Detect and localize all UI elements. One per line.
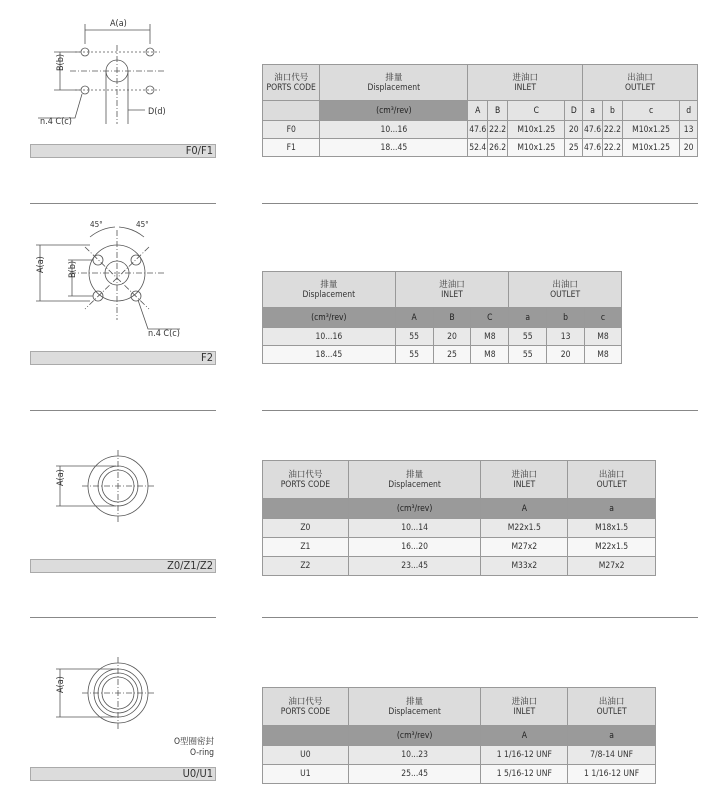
header-displacement: 排量 Displacement: [320, 65, 468, 101]
port-drawing-u: [30, 649, 220, 749]
table-row: U0 10...23 1 1/16-12 UNF 7/8-14 UNF: [263, 746, 656, 765]
dim-a-label: A(a): [56, 676, 66, 693]
col-header: b: [547, 308, 585, 328]
col-header: c: [585, 308, 622, 328]
header-inlet: 进油口 INLET: [468, 65, 583, 101]
col-header: B: [488, 101, 508, 121]
angle-label: 45°: [136, 220, 149, 229]
divider: [262, 410, 698, 411]
flange-drawing-f0-f1: [30, 0, 220, 140]
section-label-bar: F2: [30, 351, 216, 365]
section-label-bar: F0/F1: [30, 144, 216, 158]
col-header: d: [680, 101, 698, 121]
table-row: U1 25...45 1 5/16-12 UNF 1 1/16-12 UNF: [263, 765, 656, 784]
dim-d-label: D(d): [148, 107, 166, 117]
col-header: a: [509, 308, 547, 328]
col-header: b: [603, 101, 623, 121]
header-displacement: 排量 Displacement: [348, 461, 481, 499]
angle-label: 45°: [90, 220, 103, 229]
col-header: A: [481, 726, 568, 746]
col-header: A: [468, 101, 488, 121]
divider: [262, 203, 698, 204]
spec-table-f0-f1: [262, 64, 698, 157]
port-drawing-z: [30, 442, 220, 542]
col-header: c: [622, 101, 679, 121]
header-inlet: 进油口 INLET: [481, 461, 568, 499]
unit-cell: (cm³/rev): [348, 726, 481, 746]
section-f0-f1: [0, 0, 720, 200]
divider: [30, 203, 216, 204]
dim-b-label: B(b): [56, 53, 66, 71]
unit-cell: (cm³/rev): [348, 499, 481, 519]
section-u0-u1: [0, 619, 720, 789]
header-ports-code: 油口代号 PORTS CODE: [263, 461, 349, 499]
col-header: B: [433, 308, 471, 328]
section-label-bar: Z0/Z1/Z2: [30, 559, 216, 573]
dim-a-label: A(a): [36, 256, 46, 273]
table-row: Z0 10...14 M22x1.5 M18x1.5: [263, 519, 656, 538]
header-inlet: 进油口 INLET: [481, 688, 568, 726]
flange-drawing-f2: [30, 205, 220, 345]
spec-table-f2: [262, 271, 622, 364]
header-inlet: 进油口 INLET: [395, 272, 509, 308]
table-row: Z2 23...45 M33x2 M27x2: [263, 557, 656, 576]
header-displacement: 排量 Displacement: [263, 272, 396, 308]
col-header: C: [508, 101, 565, 121]
table-row: F0 10...16 47.6 22.2 M10x1.25 20 47.6 22.2 M10x1.25 13: [263, 121, 698, 139]
table-row: F1 18...45 52.4 26.2 M10x1.25 25 47.6 22.2 M10x1.25 20: [263, 139, 698, 157]
divider: [30, 410, 216, 411]
col-header: a: [583, 101, 603, 121]
col-header: A: [481, 499, 568, 519]
header-outlet: 出油口 OUTLET: [509, 272, 622, 308]
col-header: C: [471, 308, 509, 328]
holes-label: n.4 C(c): [148, 329, 180, 339]
dim-a-label: A(a): [110, 19, 127, 29]
header-ports-code: 油口代号 PORTS CODE: [263, 65, 320, 101]
divider: [30, 617, 216, 618]
unit-cell: (cm³/rev): [320, 101, 468, 121]
spec-table-u: [262, 687, 656, 784]
dim-a-label: A(a): [56, 469, 66, 486]
divider: [262, 617, 698, 618]
table-row: 18...45 55 25 M8 55 20 M8: [263, 346, 622, 364]
unit-cell: (cm³/rev): [263, 308, 396, 328]
holes-label: n.4 C(c): [40, 117, 72, 127]
col-header: D: [565, 101, 583, 121]
col-header: a: [568, 726, 656, 746]
table-row: Z1 16...20 M27x2 M22x1.5: [263, 538, 656, 557]
col-header: a: [568, 499, 656, 519]
table-row: 10...16 55 20 M8 55 13 M8: [263, 328, 622, 346]
header-ports-code: 油口代号 PORTS CODE: [263, 688, 349, 726]
header-outlet: 出油口 OUTLET: [568, 688, 656, 726]
col-header: A: [395, 308, 433, 328]
header-outlet: 出油口 OUTLET: [583, 65, 698, 101]
section-z0-z1-z2: [0, 412, 720, 577]
header-outlet: 出油口 OUTLET: [568, 461, 656, 499]
header-displacement: 排量 Displacement: [348, 688, 481, 726]
section-f2: [0, 205, 720, 370]
section-label-bar: U0/U1: [30, 767, 216, 781]
o-ring-note: O型圈密封 O-ring: [173, 737, 214, 758]
spec-table-z: [262, 460, 656, 576]
dim-b-label: B(b): [68, 260, 78, 278]
